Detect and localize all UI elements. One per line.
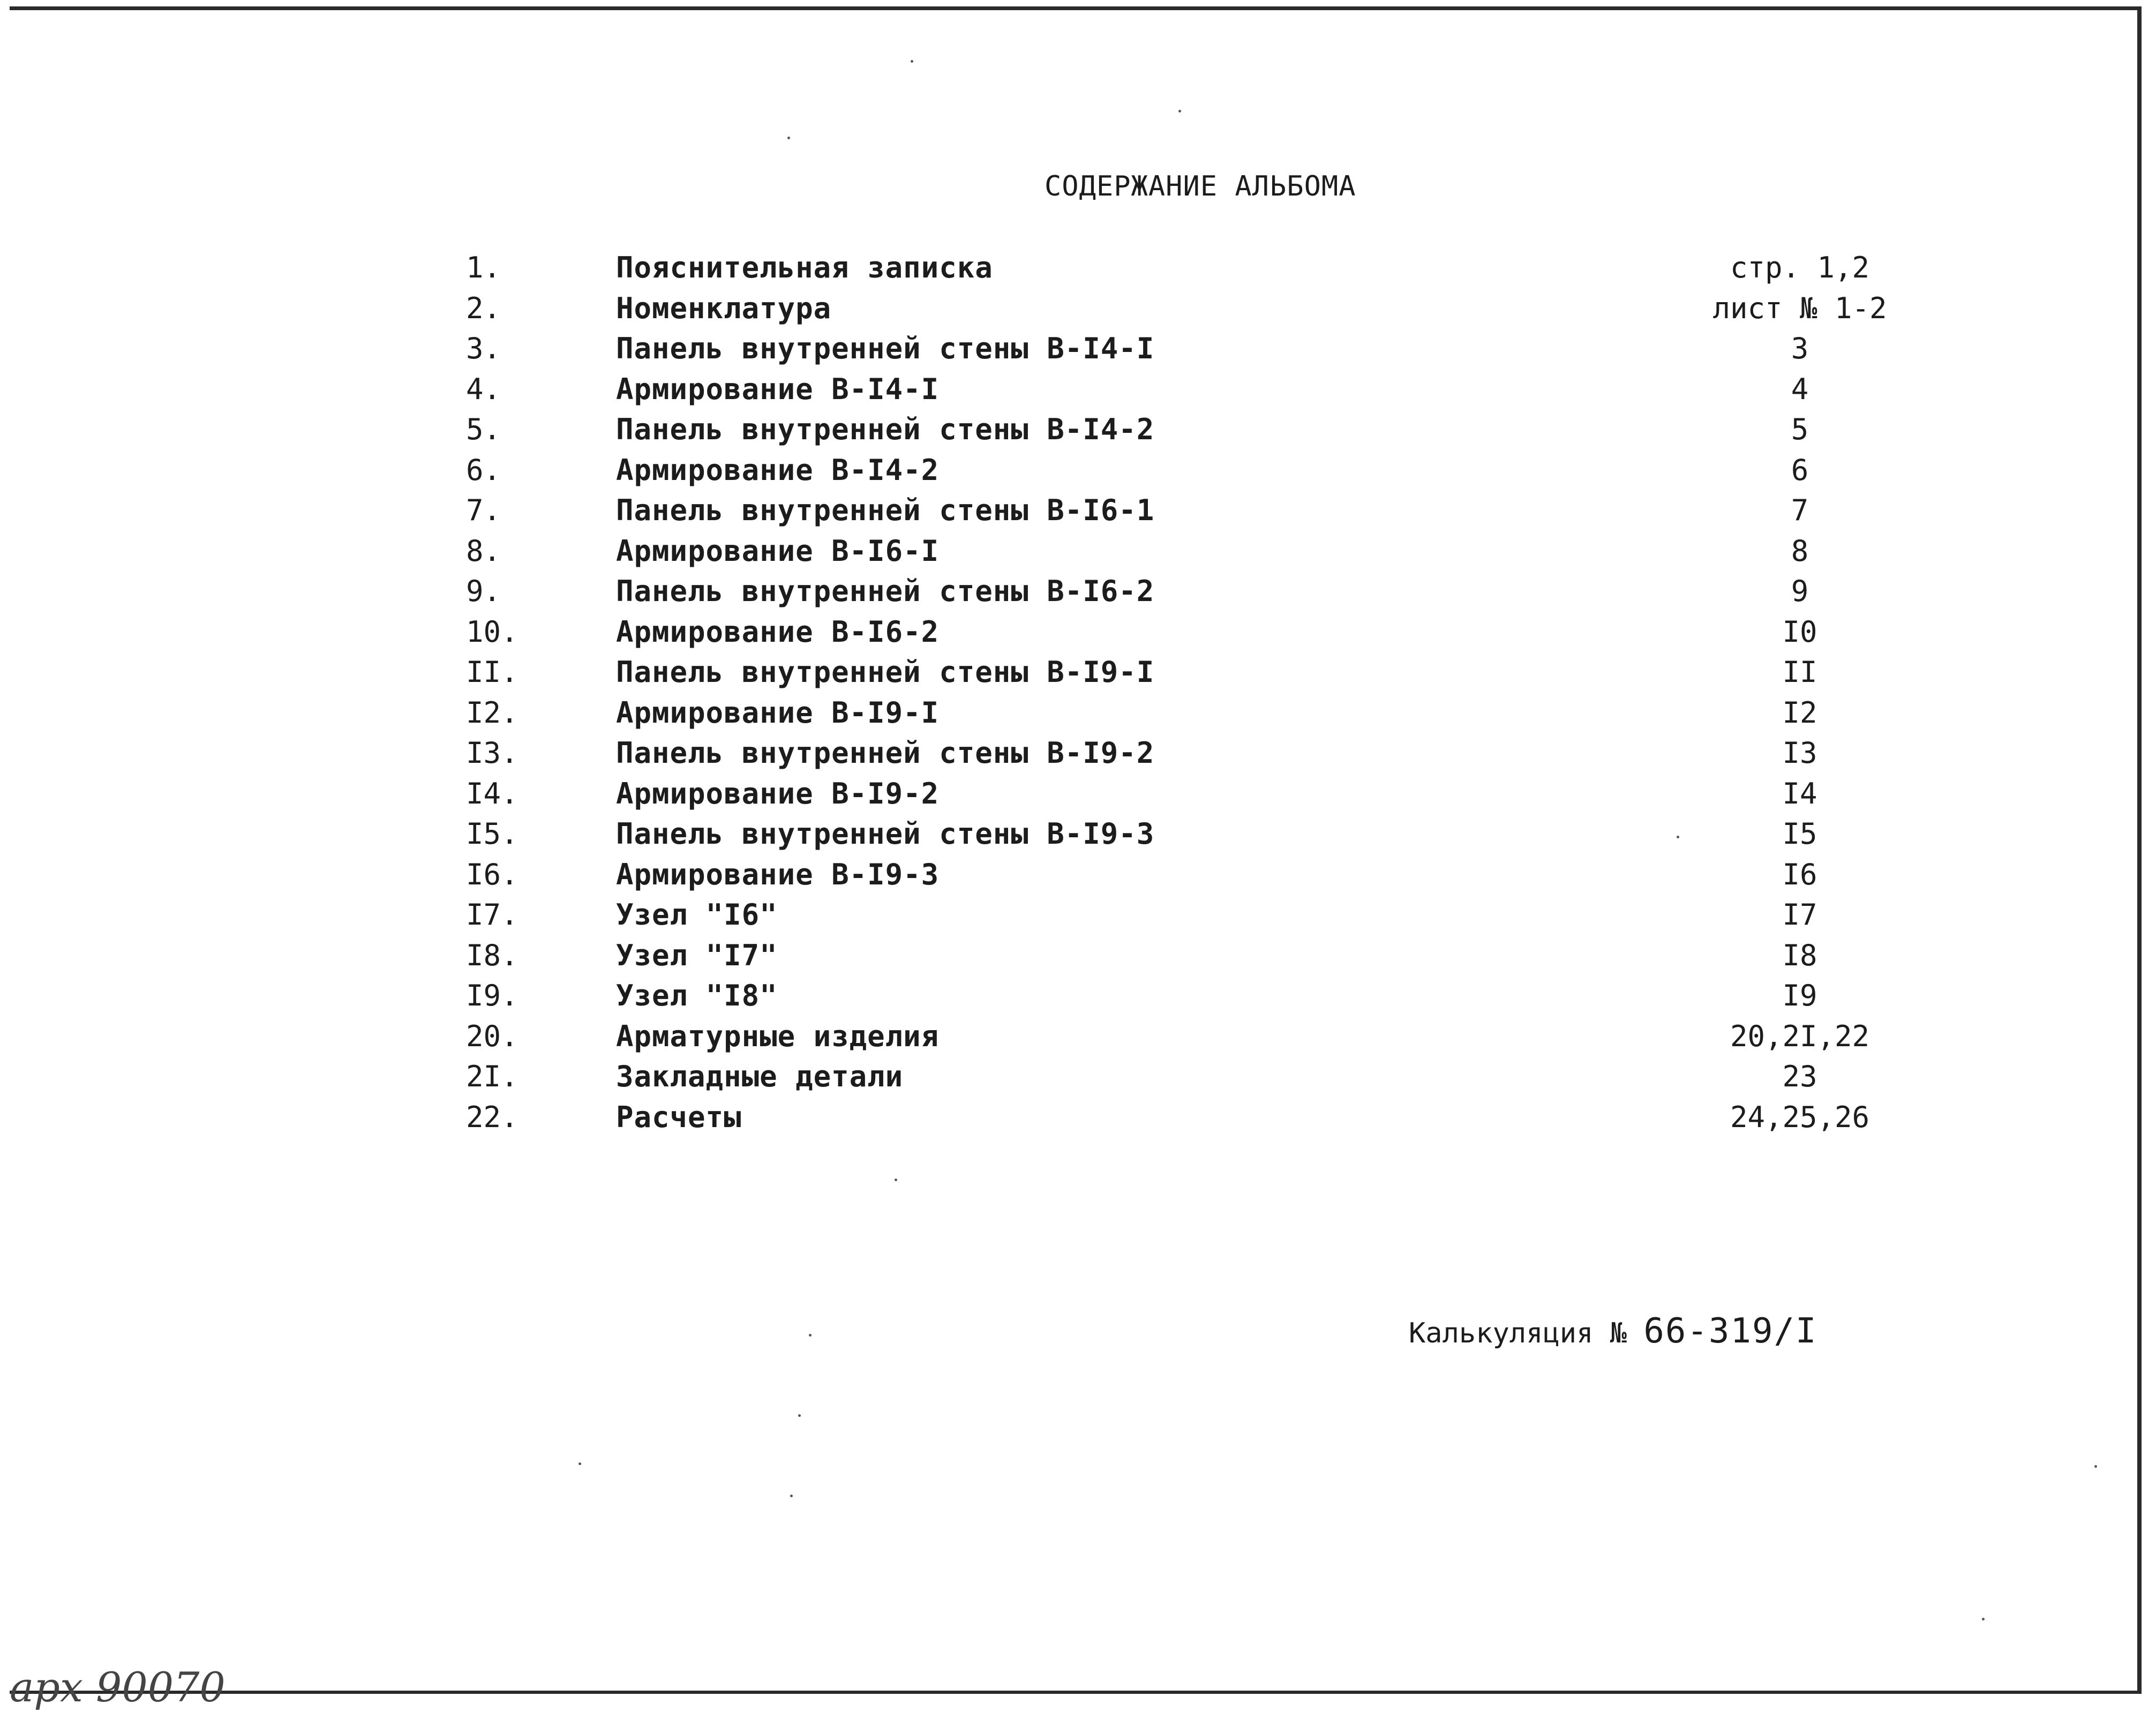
toc-entry-title: Армирование В-I9-3 — [616, 858, 940, 891]
toc-page-ref: I8 — [1782, 939, 1817, 972]
toc-number: 8. — [466, 534, 501, 568]
toc-page-ref: 24,25,26 — [1730, 1100, 1870, 1134]
toc-entry-title: Армирование В-I6-2 — [616, 615, 940, 649]
toc-entry-title: Панель внутренней стены В-I4-2 — [616, 412, 1155, 446]
toc-number: I7. — [466, 898, 519, 932]
calculation-code — [1409, 1311, 1817, 1351]
toc-page-ref: I3 — [1782, 736, 1817, 770]
toc-entry-title: Панель внутренней стены В-I6-2 — [616, 574, 1155, 608]
scan-speck — [809, 1334, 812, 1337]
toc-entry-title: Расчеты — [616, 1100, 742, 1134]
archive-handwritten-note: арх 90070 — [10, 1663, 226, 1711]
toc-row — [0, 1019, 2156, 1057]
toc-page-ref: лист № 1-2 — [1712, 291, 1887, 325]
toc-row — [0, 898, 2156, 935]
toc-number: 5. — [466, 412, 501, 446]
toc-row — [0, 979, 2156, 1016]
toc-entry-title: Пояснительная записка — [616, 251, 993, 284]
toc-number: 10. — [466, 615, 519, 649]
toc-row — [0, 696, 2156, 733]
toc-number: 2. — [466, 291, 501, 325]
toc-row — [0, 493, 2156, 531]
scan-speck — [798, 1414, 801, 1417]
toc-row — [0, 534, 2156, 572]
toc-entry-title: Панель внутренней стены В-I9-3 — [616, 817, 1155, 851]
toc-number: I3. — [466, 736, 519, 770]
toc-page-ref: 6 — [1791, 453, 1809, 487]
toc-row — [0, 574, 2156, 612]
toc-row — [0, 332, 2156, 369]
toc-row — [0, 372, 2156, 410]
toc-entry-title: Панель внутренней стены В-I9-I — [616, 655, 1155, 689]
toc-page-ref: 23 — [1782, 1060, 1817, 1093]
toc-entry-title: Узел "I6" — [616, 898, 778, 932]
scan-speck — [790, 1495, 793, 1497]
toc-number: 20. — [466, 1019, 519, 1053]
toc-entry-title: Армирование В-I6-I — [616, 534, 940, 568]
toc-page-ref: II — [1782, 655, 1817, 689]
scan-speck — [2094, 1465, 2097, 1468]
toc-row — [0, 858, 2156, 895]
toc-page-ref: I9 — [1782, 979, 1817, 1012]
calculation-code-number: 66-319/I — [1643, 1311, 1817, 1351]
toc-number: 6. — [466, 453, 501, 487]
toc-page-ref: стр. 1,2 — [1730, 251, 1870, 284]
toc-number: 9. — [466, 574, 501, 608]
toc-number: 2I. — [466, 1060, 519, 1093]
calculation-code-label: Калькуляция № — [1409, 1317, 1627, 1349]
toc-entry-title: Панель внутренней стены В-I6-1 — [616, 493, 1155, 527]
toc-page-ref: 4 — [1791, 372, 1809, 406]
toc-number: 22. — [466, 1100, 519, 1134]
document-title: СОДЕРЖАНИЕ АЛЬБОМА — [1045, 170, 1356, 202]
toc-number: I2. — [466, 696, 519, 730]
scan-speck — [895, 1179, 897, 1181]
toc-page-ref: I4 — [1782, 777, 1817, 811]
toc-page-ref: I2 — [1782, 696, 1817, 730]
toc-number: I6. — [466, 858, 519, 891]
toc-row — [0, 817, 2156, 854]
toc-row — [0, 1060, 2156, 1097]
toc-number: 1. — [466, 251, 501, 284]
toc-row — [0, 939, 2156, 976]
toc-row — [0, 655, 2156, 693]
toc-entry-title: Панель внутренней стены В-I9-2 — [616, 736, 1155, 770]
toc-number: II. — [466, 655, 519, 689]
toc-entry-title: Номенклатура — [616, 291, 832, 325]
toc-number: I9. — [466, 979, 519, 1012]
toc-row — [0, 453, 2156, 491]
toc-row — [0, 1100, 2156, 1138]
toc-number: 7. — [466, 493, 501, 527]
scan-speck — [911, 60, 913, 63]
toc-number: I4. — [466, 777, 519, 811]
toc-page-ref: 3 — [1791, 332, 1809, 365]
toc-page-ref: 9 — [1791, 574, 1809, 608]
toc-entry-title: Армирование В-I4-2 — [616, 453, 940, 487]
scan-speck — [787, 137, 790, 139]
toc-page-ref: I0 — [1782, 615, 1817, 649]
toc-row — [0, 251, 2156, 288]
toc-entry-title: Армирование В-I9-2 — [616, 777, 940, 811]
scan-speck — [579, 1462, 581, 1465]
toc-page-ref: I5 — [1782, 817, 1817, 851]
scan-speck — [1982, 1618, 1985, 1620]
toc-row — [0, 291, 2156, 329]
toc-entry-title: Армирование В-I9-I — [616, 696, 940, 730]
toc-number: 4. — [466, 372, 501, 406]
toc-page-ref: 7 — [1791, 493, 1809, 527]
toc-page-ref: I6 — [1782, 858, 1817, 891]
toc-page-ref: 20,2I,22 — [1730, 1019, 1870, 1053]
toc-entry-title: Арматурные изделия — [616, 1019, 940, 1053]
scan-speck — [1677, 836, 1679, 838]
scan-speck — [1178, 110, 1181, 112]
toc-number: I8. — [466, 939, 519, 972]
toc-entry-title: Узел "I8" — [616, 979, 778, 1012]
toc-page-ref: 5 — [1791, 412, 1809, 446]
toc-entry-title: Закладные детали — [616, 1060, 904, 1093]
toc-row — [0, 615, 2156, 652]
toc-row — [0, 777, 2156, 814]
toc-entry-title: Армирование В-I4-I — [616, 372, 940, 406]
toc-number: I5. — [466, 817, 519, 851]
toc-page-ref: 8 — [1791, 534, 1809, 568]
toc-entry-title: Панель внутренней стены В-I4-I — [616, 332, 1155, 365]
toc-row — [0, 736, 2156, 774]
toc-entry-title: Узел "I7" — [616, 939, 778, 972]
toc-page-ref: I7 — [1782, 898, 1817, 932]
toc-number: 3. — [466, 332, 501, 365]
toc-row — [0, 412, 2156, 450]
